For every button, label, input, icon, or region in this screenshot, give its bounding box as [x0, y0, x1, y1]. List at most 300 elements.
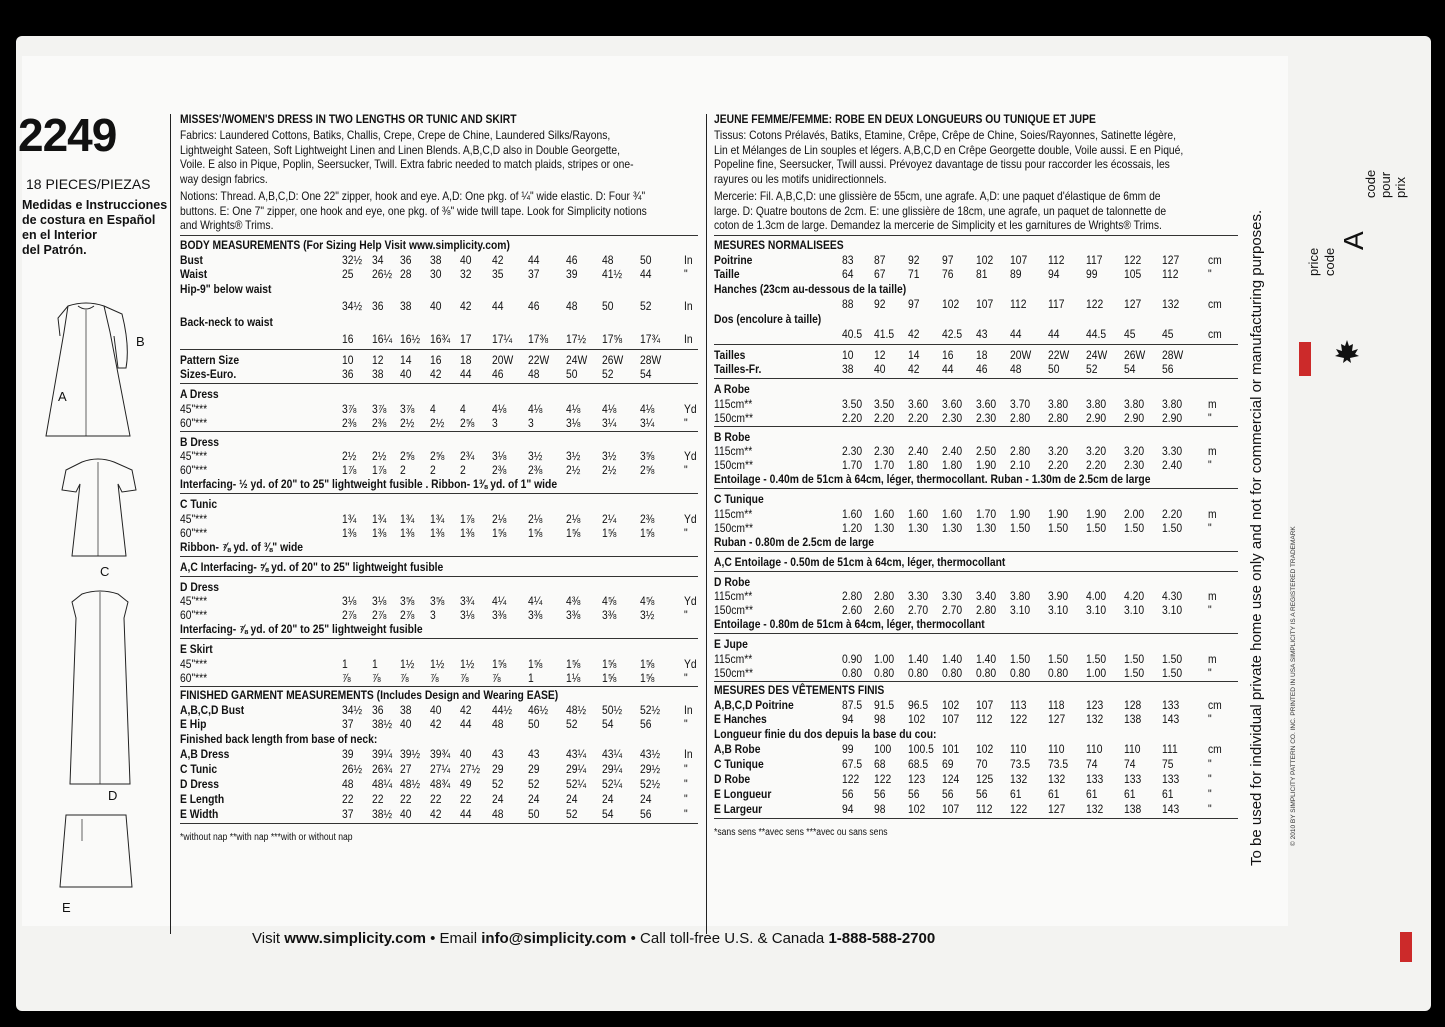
width-label: 150cm**	[714, 603, 754, 617]
size-value: 27¼	[430, 761, 451, 776]
unit-label: "	[684, 463, 688, 477]
size-value: 43¼	[566, 746, 587, 761]
yardage-value: 3.60	[976, 396, 997, 411]
phone-number: 1-888-588-2700	[828, 930, 936, 947]
size-value: 40	[430, 298, 442, 313]
size-value: 127	[1162, 252, 1180, 267]
size-value: 52	[566, 806, 578, 821]
size-value: 29	[528, 761, 540, 776]
size-value: 110	[1086, 741, 1103, 756]
unit-label: "	[1208, 712, 1212, 726]
yardage-value: 1.50	[1124, 665, 1145, 680]
size-value: 54	[640, 367, 652, 381]
section-rule	[180, 349, 698, 350]
yardage-value: 2.40	[1162, 458, 1183, 472]
finished-ab-row: A,B Robe	[714, 741, 761, 756]
yardage-value: 2	[460, 463, 466, 477]
yardage-value: 2.70	[908, 603, 929, 617]
size-value: 124	[942, 771, 960, 786]
yardage-value: 2.80	[1048, 410, 1069, 425]
size-value: 94	[842, 712, 854, 726]
unit-label: Yd	[684, 656, 697, 671]
size-value: 128	[1124, 697, 1142, 712]
yardage-value: 2.20	[1048, 458, 1069, 472]
yardage-value: 2.60	[842, 603, 863, 617]
yardage-value: 2¾	[460, 449, 475, 463]
interfacing-note: Entoilage - 0.40m de 51cm à 64cm, léger, thermocollant. Ruban - 1.30m de 2.5cm de large	[714, 472, 1151, 486]
size-value: 27½	[460, 761, 481, 776]
size-value: 133	[1162, 697, 1180, 712]
size-value: 94	[842, 801, 854, 816]
size-value: 133	[1124, 771, 1142, 786]
yardage-value: 4¼	[528, 594, 543, 608]
finished-e-length-row: E Length	[180, 791, 225, 806]
yardage-value: 3.20	[1124, 444, 1145, 458]
size-value: 132	[1048, 771, 1066, 786]
unit-label: "	[1208, 458, 1212, 472]
size-value: 88	[842, 296, 854, 311]
unit-label: "	[684, 761, 688, 776]
size-value: 133	[1162, 771, 1180, 786]
unit-label: In	[684, 702, 693, 717]
size-value: 122	[874, 771, 892, 786]
left-divider	[170, 114, 171, 934]
view-d-yardage: D Robe	[714, 574, 751, 589]
yardage-value: 3½	[528, 449, 543, 463]
unit-label: "	[684, 525, 688, 540]
width-label: 115cm**	[714, 444, 753, 458]
size-value: 10	[842, 347, 854, 362]
section-rule	[714, 344, 1238, 345]
size-value: 16¾	[430, 331, 451, 346]
size-value: 42	[908, 362, 920, 376]
size-value: 92	[908, 252, 920, 267]
size-value: 98	[874, 801, 886, 816]
yardage-value: 1.50	[1162, 520, 1183, 535]
yardage-value: 2.30	[842, 444, 863, 458]
size-value: 29	[492, 761, 504, 776]
yardage-value: 2.30	[1124, 458, 1145, 472]
unit-label: "	[1208, 665, 1212, 680]
yardage-value: 0.80	[842, 665, 863, 680]
yardage-value: 1⅝	[640, 670, 655, 685]
size-value: 42	[430, 806, 442, 821]
notions-line: Mercerie: Fil. A,B,C,D: une glissière de 55cm, une agrafe. A,D: une paquet d'élastique de 6mm de	[714, 189, 1161, 203]
fabrics-line: Tissus: Cotons Prélavés, Batiks, Etamine, Crêpe, Crêpe de Chine, Soies/Rayonnes, Satinette légère,	[714, 128, 1176, 142]
size-value: 42	[908, 326, 920, 341]
yardage-value: 1.50	[1162, 665, 1183, 680]
size-value: 26½	[372, 267, 393, 281]
size-value: 38	[430, 252, 442, 267]
width-label: 150cm**	[714, 410, 754, 425]
size-value: 122	[1124, 252, 1142, 267]
size-value: 16¼	[372, 331, 393, 346]
size-value: 56	[640, 717, 652, 731]
interfacing-note: Interfacing- ⅞ yd. of 20" to 25" lightweight fusible	[180, 622, 423, 636]
yardage-value: 1⅝	[602, 656, 617, 671]
size-value: 132	[1086, 801, 1104, 816]
interfacing-note: Interfacing- ½ yd. of 20" to 25" lightweight fusible . Ribbon- 1⅜ yd. of 1" wide	[180, 477, 558, 491]
yardage-value: 4⅝	[640, 594, 655, 608]
size-value: 40.5	[842, 326, 863, 341]
size-value: 112	[976, 801, 993, 816]
size-value: 22	[430, 791, 442, 806]
size-value: 127	[1048, 712, 1066, 726]
view-d-yardage: D Dress	[180, 579, 220, 594]
yardage-value: 0.90	[842, 651, 863, 666]
size-value: 28W	[1162, 347, 1184, 362]
yardage-value: 1⅜	[460, 525, 475, 540]
unit-label: Yd	[684, 401, 697, 416]
unit-label: m	[1208, 506, 1217, 521]
footnote: *sans sens **avec sens ***avec ou sans sens	[714, 826, 888, 838]
interfacing-note: Entoilage - 0.80m de 51cm à 64cm, léger, thermocollant	[714, 617, 985, 631]
yardage-value: 3.30	[1162, 444, 1183, 458]
interfacing-note: Ribbon- ⅞ yd. of ⅜" wide	[180, 539, 304, 554]
size-value: 122	[842, 771, 860, 786]
size-value: 61	[1048, 786, 1060, 801]
yardage-value: 2⅜	[492, 463, 507, 477]
yardage-value: 3½	[602, 449, 617, 463]
size-value: 100	[874, 741, 892, 756]
yardage-value: 2⅜	[372, 415, 387, 430]
unit-label: m	[1208, 651, 1217, 666]
size-value: 70	[976, 756, 988, 771]
yardage-value: 3⅛	[342, 594, 357, 608]
size-value: 39¾	[430, 746, 451, 761]
yardage-value: 4⅝	[602, 594, 617, 608]
body-measurements-title: MESURES NORMALISEES	[714, 237, 844, 252]
center-divider	[706, 114, 707, 934]
yardage-value: 3¼	[602, 415, 617, 430]
unit-label: "	[684, 791, 688, 806]
yardage-value: 1.30	[942, 520, 963, 535]
yardage-value: 4⅛	[602, 401, 617, 416]
yardage-value: 1.50	[1124, 520, 1145, 535]
size-value: 45	[1162, 326, 1174, 341]
size-value: 81	[976, 267, 988, 281]
size-value: 112	[1162, 267, 1179, 281]
size-value: 12	[372, 352, 384, 367]
size-value: 37	[528, 267, 540, 281]
yardage-value: ⅞	[492, 670, 501, 685]
yardage-value: 2.30	[874, 444, 895, 458]
size-value: 46	[976, 362, 988, 376]
section-rule	[180, 576, 698, 577]
yardage-value: 2.80	[842, 589, 863, 603]
size-value: 102	[908, 712, 926, 726]
size-value: 17⅜	[528, 331, 549, 346]
size-value: 107	[942, 801, 960, 816]
unit-label: cm	[1208, 252, 1222, 267]
size-value: 37	[342, 717, 354, 731]
yardage-value: 3⅞	[342, 401, 357, 416]
yardage-value: 2.60	[874, 603, 895, 617]
fabrics-line: Lin et Mélanges de Lin souples et légers. A,B,C,D en Crêpe Georgette double, Voile aussi. E en Piqué,	[714, 142, 1184, 157]
size-value: 48	[566, 298, 578, 313]
size-value: 98	[874, 712, 886, 726]
size-value: 94	[1048, 267, 1060, 281]
yardage-value: 2.20	[908, 410, 929, 425]
finished-e-width-row: E Largeur	[714, 801, 763, 816]
section-rule	[714, 571, 1238, 572]
size-value: 29¼	[566, 761, 587, 776]
yardage-value: ⅞	[400, 670, 409, 685]
size-value: 87	[874, 252, 886, 267]
size-value: 127	[1124, 296, 1142, 311]
unit-label: cm	[1208, 741, 1222, 756]
size-value: 105	[1124, 267, 1142, 281]
waist-row: Taille	[714, 267, 740, 281]
size-value: 39½	[400, 746, 421, 761]
yardage-value: 1½	[430, 656, 445, 671]
view-label-e: E	[62, 900, 71, 915]
size-value: 42	[492, 252, 504, 267]
view-e-yardage: E Jupe	[714, 637, 748, 651]
yardage-value: 2¼	[602, 511, 617, 526]
width-label: 150cm**	[714, 458, 754, 472]
yardage-value: 3.10	[1086, 603, 1107, 617]
size-value: 20W	[492, 352, 514, 367]
yardage-value: 1	[372, 656, 378, 671]
size-value: 125	[976, 771, 994, 786]
size-value: 112	[1010, 296, 1027, 311]
yardage-value: 1¾	[400, 511, 415, 526]
size-value: 43	[528, 746, 540, 761]
size-value: 54	[1124, 362, 1136, 376]
size-value: 44.5	[1086, 326, 1107, 341]
width-label: 45"***	[180, 656, 208, 671]
size-value: 17¼	[492, 331, 513, 346]
section-rule	[714, 235, 1238, 236]
size-value: 17	[460, 331, 472, 346]
content-panel	[18, 56, 1288, 926]
yardage-value: 1.70	[976, 506, 997, 521]
size-value: 48	[1010, 362, 1022, 376]
size-value: 56	[842, 786, 854, 801]
size-value: 73.5	[1048, 756, 1069, 771]
size-value: 39	[566, 267, 578, 281]
yardage-value: ⅞	[342, 670, 351, 685]
size-value: 44½	[492, 702, 513, 717]
size-value: 24	[492, 791, 504, 806]
notions-line: coton de 1.3cm de large. Demandez la mercerie de Simplicity et les garnitures de Wrights® Trims.	[714, 218, 1162, 232]
size-value: 24	[566, 791, 578, 806]
yardage-value: 3.80	[1010, 589, 1031, 603]
size-value: 102	[976, 252, 994, 267]
yardage-value: 3⅞	[372, 401, 387, 416]
yardage-value: 3.50	[842, 396, 863, 411]
size-value: 44	[1048, 326, 1060, 341]
unit-label: cm	[1208, 296, 1222, 311]
finished-bust-row: A,B,C,D Poitrine	[714, 697, 794, 712]
size-value: 24	[602, 791, 614, 806]
size-value: 48	[602, 252, 614, 267]
size-value: 97	[942, 252, 954, 267]
size-value: 61	[1162, 786, 1174, 801]
size-value: 56	[874, 786, 886, 801]
yardage-value: 1.00	[874, 651, 895, 666]
width-label: 115cm**	[714, 589, 753, 603]
yardage-value: 2⅜	[528, 463, 543, 477]
unit-label: "	[1208, 786, 1212, 801]
unit-label: "	[1208, 801, 1212, 816]
size-value: 69	[942, 756, 954, 771]
width-label: 60"***	[180, 608, 208, 622]
red-accent-box-bottom	[1400, 932, 1412, 962]
yardage-value: 1.30	[976, 520, 997, 535]
section-rule	[714, 488, 1238, 489]
yardage-value: 1¾	[342, 511, 357, 526]
view-b-yardage: B Robe	[714, 429, 751, 444]
yardage-value: 1⅞	[342, 463, 357, 477]
yardage-value: 1.90	[1010, 506, 1031, 521]
size-value: 14	[400, 352, 412, 367]
size-value: 24	[528, 791, 540, 806]
yardage-value: 3⅛	[460, 608, 475, 622]
french-column	[714, 104, 1244, 904]
code-label: code	[1322, 247, 1337, 276]
size-value: 74	[1086, 756, 1098, 771]
size-value: 22	[460, 791, 472, 806]
finished-c-row: C Tunique	[714, 756, 764, 771]
yardage-value: 0.80	[1048, 665, 1069, 680]
size-value: 27	[400, 761, 412, 776]
yardage-value: 1.60	[942, 506, 963, 521]
yardage-value: 3⅛	[492, 449, 507, 463]
yardage-value: 4.00	[1086, 589, 1107, 603]
finished-measurements-title: MESURES DES VÊTEMENTS FINIS	[714, 682, 885, 697]
view-a-yardage: A Robe	[714, 382, 750, 396]
yardage-value: 1.90	[1086, 506, 1107, 521]
yardage-value: 0.80	[942, 665, 963, 680]
unit-label: m	[1208, 444, 1217, 458]
yardage-value: 3⅝	[640, 449, 655, 463]
finished-c-row: C Tunic	[180, 761, 218, 776]
envelope-back	[16, 36, 1431, 1011]
size-value: 28W	[640, 352, 662, 367]
pattern-size-row: Pattern Size	[180, 352, 240, 367]
bust-row: Bust	[180, 252, 203, 267]
yardage-value: 1.00	[1086, 665, 1107, 680]
code-label-fr: code	[1363, 169, 1378, 198]
size-value: 17⅝	[602, 331, 623, 346]
size-value: 118	[1048, 697, 1065, 712]
size-value: 38½	[372, 717, 393, 731]
finished-e-length-row: E Longueur	[714, 786, 772, 801]
usage-notice: To be used for individual private home use only and not for commercial or manufacturing purposes.	[1248, 209, 1265, 866]
size-value: 44	[460, 717, 472, 731]
yardage-value: 3⅛	[372, 594, 387, 608]
yardage-value: 3.10	[1162, 603, 1183, 617]
yardage-value: 1⅝	[566, 525, 581, 540]
website-link[interactable]: www.simplicity.com	[284, 930, 426, 947]
yardage-value: 2½	[342, 449, 357, 463]
notions-line: buttons. E: One 7" zipper, one hook and eye, one pkg. of ⅜" wide twill tape. Look for Simplicity notions	[180, 203, 647, 218]
yardage-value: 1⅝	[528, 656, 543, 671]
finished-back-length-title: Longueur finie du dos depuis la base du cou:	[714, 726, 937, 741]
size-value: 75	[1162, 756, 1174, 771]
email-link[interactable]: info@simplicity.com	[481, 930, 627, 947]
yardage-value: 1⅝	[640, 525, 655, 540]
size-value: 73.5	[1010, 756, 1031, 771]
yardage-value: 3⅛	[566, 415, 581, 430]
size-value: 40	[400, 717, 412, 731]
size-value: 38	[400, 702, 412, 717]
yardage-value: 1½	[460, 656, 475, 671]
yardage-value: 3.20	[1048, 444, 1069, 458]
yardage-value: 1.70	[842, 458, 863, 472]
size-value: 138	[1124, 712, 1142, 726]
yardage-value: 4¼	[492, 594, 507, 608]
unit-label: "	[684, 608, 688, 622]
back-row: Back-neck to waist	[180, 314, 273, 329]
size-value: 101	[942, 741, 960, 756]
size-value: 56	[908, 786, 920, 801]
unit-label: In	[684, 746, 693, 761]
yardage-value: 2½	[430, 415, 445, 430]
size-value: 122	[1010, 801, 1028, 816]
yardage-value: 2.40	[942, 444, 963, 458]
unit-label: m	[1208, 396, 1217, 411]
yardage-value: 2⅞	[342, 608, 357, 622]
size-value: 117	[1086, 252, 1103, 267]
size-value: 102	[942, 697, 960, 712]
size-value: 18	[460, 352, 472, 367]
size-value: 52½	[640, 776, 661, 791]
size-value: 22W	[1048, 347, 1070, 362]
size-value: 26½	[342, 761, 363, 776]
size-value: 35	[492, 267, 504, 281]
size-value: 54	[602, 806, 614, 821]
red-accent-box	[1299, 342, 1311, 376]
yardage-value: 3.80	[1124, 396, 1145, 411]
size-value: 44	[528, 252, 540, 267]
section-rule	[180, 686, 698, 687]
view-b-yardage: B Dress	[180, 434, 220, 449]
yardage-value: 2.40	[908, 444, 929, 458]
size-value: 24	[640, 791, 652, 806]
unit-label: "	[1208, 603, 1212, 617]
yardage-value: 3.30	[942, 589, 963, 603]
size-value: 71	[908, 267, 920, 281]
size-value: 91.5	[874, 697, 895, 712]
size-value: 42.5	[942, 326, 963, 341]
finished-d-row: D Robe	[714, 771, 751, 786]
bust-row: Poitrine	[714, 252, 753, 267]
notions-line: Notions: Thread. A,B,C,D: One 22" zipper, hook and eye. A,D: One pkg. of ¼" wide elastic. D: Four ¾"	[180, 189, 646, 203]
yardage-value: 4⅜	[566, 594, 581, 608]
size-value: 36	[342, 367, 354, 381]
unit-label: "	[684, 717, 688, 731]
width-label: 45"***	[180, 594, 208, 608]
ac-interfacing-note: A,C Entoilage - 0.50m de 51cm à 64cm, léger, thermocollant	[714, 554, 1006, 569]
size-value: 107	[942, 712, 960, 726]
unit-label: "	[1208, 520, 1212, 535]
yardage-value: 3⅝	[430, 594, 445, 608]
size-value: 49	[460, 776, 472, 791]
size-value: 42	[460, 702, 472, 717]
yardage-value: 3⅜	[492, 608, 507, 622]
yardage-value: 1	[528, 670, 534, 685]
yardage-value: 3⅜	[528, 608, 543, 622]
yardage-value: 1.90	[976, 458, 997, 472]
size-value: 48¾	[430, 776, 451, 791]
size-value: 24W	[566, 352, 588, 367]
size-value: 113	[1010, 697, 1027, 712]
size-value: 28	[400, 267, 412, 281]
size-value: 37	[342, 806, 354, 821]
